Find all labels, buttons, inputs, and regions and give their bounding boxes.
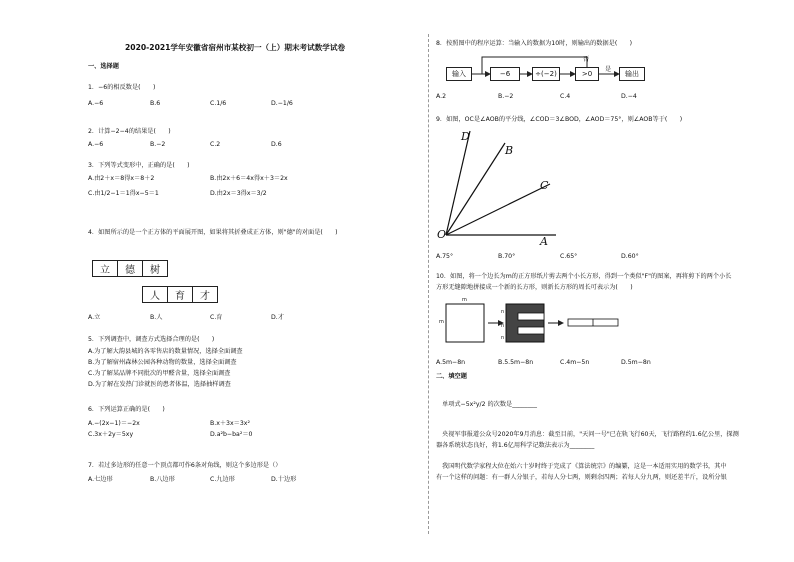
q1-stem: 1．−6的相反数是( ) (88, 84, 156, 91)
label-o: O (437, 228, 447, 241)
cutout-bottom (518, 327, 544, 334)
flow-minus6-box: −6 (490, 67, 520, 81)
flow-compare-box: >0 (575, 67, 599, 81)
q2-option-c[interactable]: C.2 (210, 141, 221, 148)
q9-option-d[interactable]: D.60° (621, 253, 639, 260)
cube-face-4: 人 (142, 286, 168, 303)
q13-line2: 有一个这样的问题：有一群人分银子，若每人分七两，则剩余四两；若每人分九两，则还差半斤，设所分银 (436, 474, 727, 481)
ray-od (446, 131, 470, 235)
label-n-2: n (501, 323, 505, 329)
flow-input-box: 输入 (446, 67, 472, 81)
q9-option-c[interactable]: C.65° (560, 253, 578, 260)
label-b: B (505, 144, 514, 157)
q2-option-a[interactable]: A.−6 (88, 141, 104, 148)
q7-option-a[interactable]: A.七边形 (88, 476, 113, 483)
q12-line1: 央视军事报道公众号2020年9月消息：截至目前，"天问一号"已在轨飞行60天，飞行路程约1.6亿公里，探测 (442, 431, 739, 438)
flow-output-box: 输出 (619, 67, 645, 81)
q10-figure (0, 0, 1, 1)
q3-option-a[interactable]: A.由2＋x＝8得x＝8＋2 (88, 175, 155, 182)
flow-divide-box: ÷(−2) (532, 67, 560, 81)
flow-label-no: 否 (583, 56, 590, 63)
q2-stem: 2．计算−2−4的结果是( ) (88, 128, 171, 135)
q4-stem: 4．如图所示的是一个正方体的平面展开图，如果将其折叠成正方体，则"德"的对面是( ) (88, 229, 338, 236)
q7-stem: 7．若过多边形的任意一个顶点都可作6条对角线，则这个多边形是（） (88, 462, 282, 469)
q6-option-b[interactable]: B.x＋3x＝3x² (210, 420, 250, 427)
q1-option-b[interactable]: B.6 (150, 100, 161, 107)
q10-stem-line1: 10．如图，将一个边长为m的正方形纸片剪去两个小长方形，得到一个类似"F"的图案，再将剪下的两个小长 (436, 273, 732, 280)
flow-label-yes: 是 (605, 66, 612, 73)
q3-option-b[interactable]: B.由2x＋6＝4x得x＋3＝2x (210, 175, 288, 182)
q4-option-b[interactable]: B.人 (150, 314, 163, 321)
q1-option-d[interactable]: D.−1/6 (271, 100, 293, 107)
ray-oc (446, 184, 550, 235)
q8-option-d[interactable]: D.−4 (621, 93, 637, 100)
q5-option-a[interactable]: A.为了解大韵县城的各零售店的数量情况，选择全面调查 (88, 348, 243, 355)
column-divider (428, 34, 429, 534)
q6-stem: 6．下列运算正确的是( ) (88, 406, 165, 413)
q5-option-c[interactable]: C.为了解某品牌不同批次的甲醛含量，选择全面调查 (88, 370, 231, 377)
q7-option-c[interactable]: C.九边形 (210, 476, 235, 483)
q10-option-d[interactable]: D.5m−8n (621, 359, 651, 366)
q5-option-b[interactable]: B.为了解宿州森林公园各种动物的数量，选择全面调查 (88, 359, 237, 366)
q4-option-c[interactable]: C.育 (210, 314, 223, 321)
q7-option-d[interactable]: D.十边形 (271, 476, 297, 483)
q2-option-d[interactable]: D.6 (271, 141, 282, 148)
q10-option-c[interactable]: C.4m−5n (560, 359, 590, 366)
cutout-top (518, 313, 544, 320)
q13-line1: 我国明代数学家程大位在始六十岁时终于完成了《算法统宗》的编纂，这是一本适用实用的数学书，其中 (442, 463, 727, 470)
q4-option-d[interactable]: D.才 (271, 314, 284, 321)
q1-option-c[interactable]: C.1/6 (210, 100, 227, 107)
q3-option-c[interactable]: C.由1/2−1＝1得x−5＝1 (88, 190, 159, 197)
section-fill-heading: 二、填空题 (436, 373, 467, 380)
q2-option-b[interactable]: B.−2 (150, 141, 166, 148)
square-paper (446, 304, 484, 342)
label-m-side: m (439, 319, 444, 325)
q6-option-a[interactable]: A.−(2x−1)＝−2x (88, 420, 140, 427)
label-m-top: m (462, 297, 467, 303)
f-shape-paper (506, 304, 544, 342)
q3-option-d[interactable]: D.由2x＝3得x＝3/2 (210, 190, 267, 197)
q5-stem: 5．下列调查中，调查方式选择合理的是( ) (88, 336, 215, 343)
page-title: 2020-2021学年安徽省宿州市某校初一（上）期末考试数学试卷 (125, 43, 346, 52)
section-choice-heading: 一、选择题 (88, 63, 119, 70)
q9-stem: 9．如图，OC是∠AOB的平分线，∠COD＝3∠BOD，∠AOD＝75°，则∠AOB等于( ) (436, 116, 683, 123)
q8-option-c[interactable]: C.4 (560, 93, 571, 100)
q10-option-b[interactable]: B.5.5m−8n (498, 359, 534, 366)
q3-stem: 3．下列等式变形中，正确的是( ) (88, 162, 190, 169)
label-n-3: n (501, 335, 505, 341)
q9-option-b[interactable]: B.70° (498, 253, 516, 260)
q6-option-c[interactable]: C.3x＋2y＝5xy (88, 431, 134, 438)
cube-face-3: 树 (142, 260, 168, 277)
q10-stem-line2: 方形无缝隙地拼接成一个新的长方形，则新长方形的周长可表示为( ) (436, 284, 633, 291)
q1-option-a[interactable]: A.−6 (88, 100, 104, 107)
cube-face-2: 德 (117, 260, 143, 277)
q12-line2: 器各系统状态良好，将1.6亿用科学记数法表示为________ (436, 442, 595, 449)
q8-stem: 8．按照图中的程序运算：当输入的数据为10时，则输出的数据是( ) (436, 40, 633, 47)
cube-face-1: 立 (92, 260, 118, 277)
q9-option-a[interactable]: A.75° (436, 253, 454, 260)
cube-face-5: 育 (167, 286, 193, 303)
q4-option-a[interactable]: A.立 (88, 314, 101, 321)
label-a: A (540, 235, 548, 248)
q11-text: 单项式−5x²y/2 的次数是________ (442, 401, 537, 408)
q8-option-b[interactable]: B.−2 (498, 93, 514, 100)
q7-option-b[interactable]: B.八边形 (150, 476, 175, 483)
q5-option-d[interactable]: D.为了解在发热门诊就医的患者体温，选择抽样调查 (88, 381, 231, 388)
q8-option-a[interactable]: A.2 (436, 93, 447, 100)
label-c: C (540, 179, 549, 192)
q6-option-d[interactable]: D.a²b−ba²＝0 (210, 431, 253, 438)
q10-option-a[interactable]: A.5m−8n (436, 359, 466, 366)
cube-face-6: 才 (192, 286, 218, 303)
label-n-1: n (501, 309, 505, 315)
label-d: D (461, 130, 470, 143)
